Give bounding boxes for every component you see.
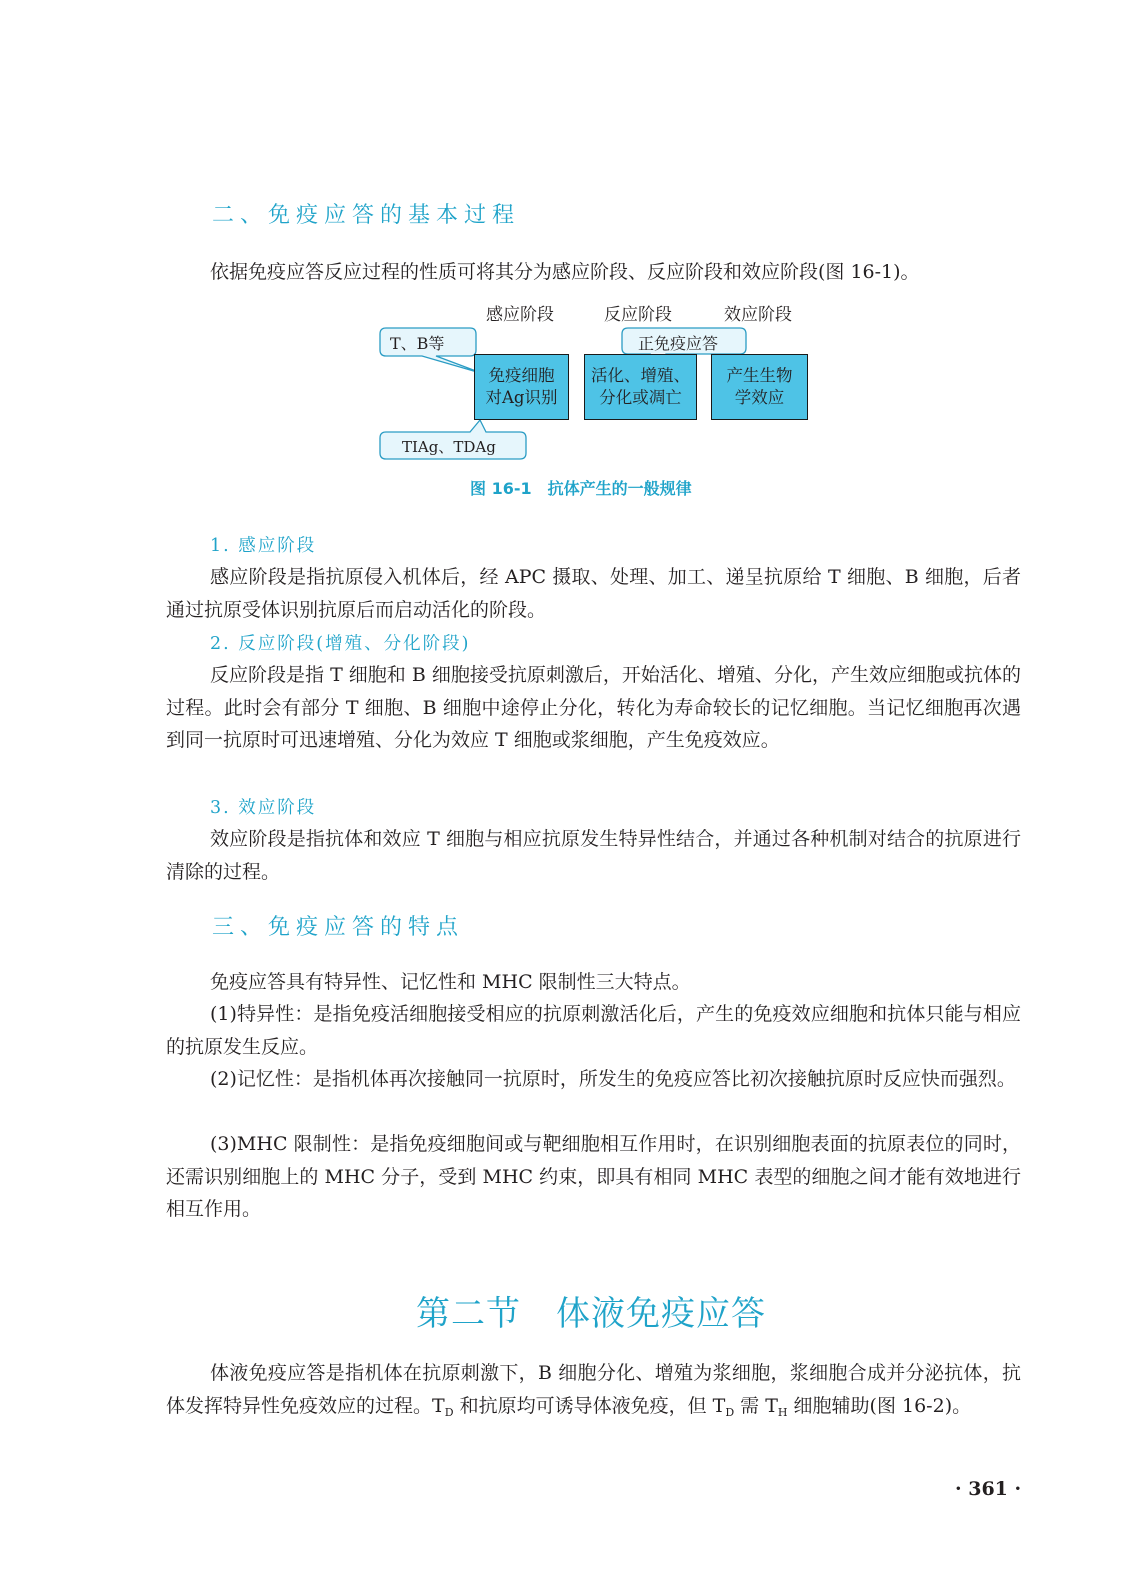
humoral-text-2: 和抗原均可诱导体液免疫，但: [453, 1394, 713, 1417]
box-activation-line2: 分化或凋亡: [599, 388, 682, 407]
feature-mhc: (3)MHC 限制性：是指免疫细胞间或与靶细胞相互作用时，在识别细胞表面的抗原表位的同时，还需识别细胞上的 MHC 分子，受到 MHC 约束，即具有相同 MHC 表型的细胞之间才能有效地进行相互作用。: [166, 1133, 1021, 1220]
box-recognition: [474, 354, 569, 420]
features-intro: 免疫应答具有特异性、记忆性和 MHC 限制性三大特点。: [210, 971, 691, 993]
intro-paragraph: 依据免疫应答反应过程的性质可将其分为感应阶段、反应阶段和效应阶段(图 16-1)。: [210, 261, 920, 283]
box-activation: [584, 354, 697, 420]
stage-label-effect: 效应阶段: [724, 305, 792, 325]
figure-caption: 图 16-1 抗体产生的一般规律: [470, 479, 692, 498]
stage1-title: 1. 感应阶段: [210, 536, 317, 556]
stage1-paragraph: 感应阶段是指抗原侵入机体后，经 APC 摄取、处理、加工、递呈抗原给 T 细胞、B 细胞，后者通过抗原受体识别抗原后而启动活化的阶段。: [166, 566, 1021, 621]
section-title: 第二节 体液免疫应答: [416, 1294, 766, 1334]
callout-tiag-text: TIAg、TDAg: [402, 438, 496, 456]
humoral-text-4: 细胞辅助(图 16-2)。: [787, 1394, 972, 1417]
feature-memory: (2)记忆性：是指机体再次接触同一抗原时，所发生的免疫应答比初次接触抗原时反应快而强烈。: [210, 1068, 1016, 1090]
heading-basic-process: 二、免疫应答的基本过程: [212, 203, 521, 228]
box-effect-line1: 产生生物: [726, 366, 793, 385]
stage-label-reaction: 反应阶段: [604, 305, 672, 325]
callout-tb-text: T、B等: [390, 334, 445, 353]
td-symbol: $T_D$: [432, 1394, 454, 1419]
humoral-text-3: 需: [734, 1394, 766, 1417]
td-symbol-2: $T_D$: [712, 1394, 735, 1419]
stage3-paragraph: 效应阶段是指抗体和效应 T 细胞与相应抗原发生特异性结合，并通过各种机制对结合的抗原进行清除的过程。: [166, 828, 1021, 883]
stage3-title: 3. 效应阶段: [210, 798, 317, 818]
humoral-paragraph: [166, 1357, 1021, 1422]
page-number: · 361 ·: [955, 1478, 1022, 1500]
callout-positive-text: 正免疫应答: [638, 334, 719, 353]
box-recognition-line2: 对Ag识别: [485, 388, 558, 407]
stage2-title: 2. 反应阶段(增殖、分化阶段): [210, 634, 471, 654]
heading-features: 三、免疫应答的特点: [212, 915, 465, 940]
humoral-text-1: 体液免疫应答是指机体在抗原刺激下，B 细胞分化、增殖为浆细胞，浆细胞合成并分泌抗体，抗体发挥特异性免疫效应的过程。: [166, 1362, 1021, 1417]
box-activation-line1: 活化、增殖、: [591, 366, 690, 385]
stage2-paragraph: 反应阶段是指 T 细胞和 B 细胞接受抗原刺激后，开始活化、增殖、分化，产生效应细胞或抗体的过程。此时会有部分 T 细胞、B 细胞中途停止分化，转化为寿命较长的记忆细胞。当记忆细胞再次遇到同一抗原时可迅速增殖、分化为效应 T 细胞或浆细胞，产生免疫效应。: [166, 664, 1021, 751]
stage-label-induction: 感应阶段: [486, 305, 554, 325]
th-symbol: $T_H$: [765, 1394, 788, 1419]
box-recognition-line1: 免疫细胞: [488, 366, 555, 385]
feature-specificity: (1)特异性：是指免疫活细胞接受相应的抗原刺激活化后，产生的免疫效应细胞和抗体只能与相应的抗原发生反应。: [166, 1003, 1021, 1058]
figure-16-1: [376, 298, 816, 468]
box-effect-line2: 学效应: [734, 388, 785, 407]
box-effect: [711, 354, 808, 420]
